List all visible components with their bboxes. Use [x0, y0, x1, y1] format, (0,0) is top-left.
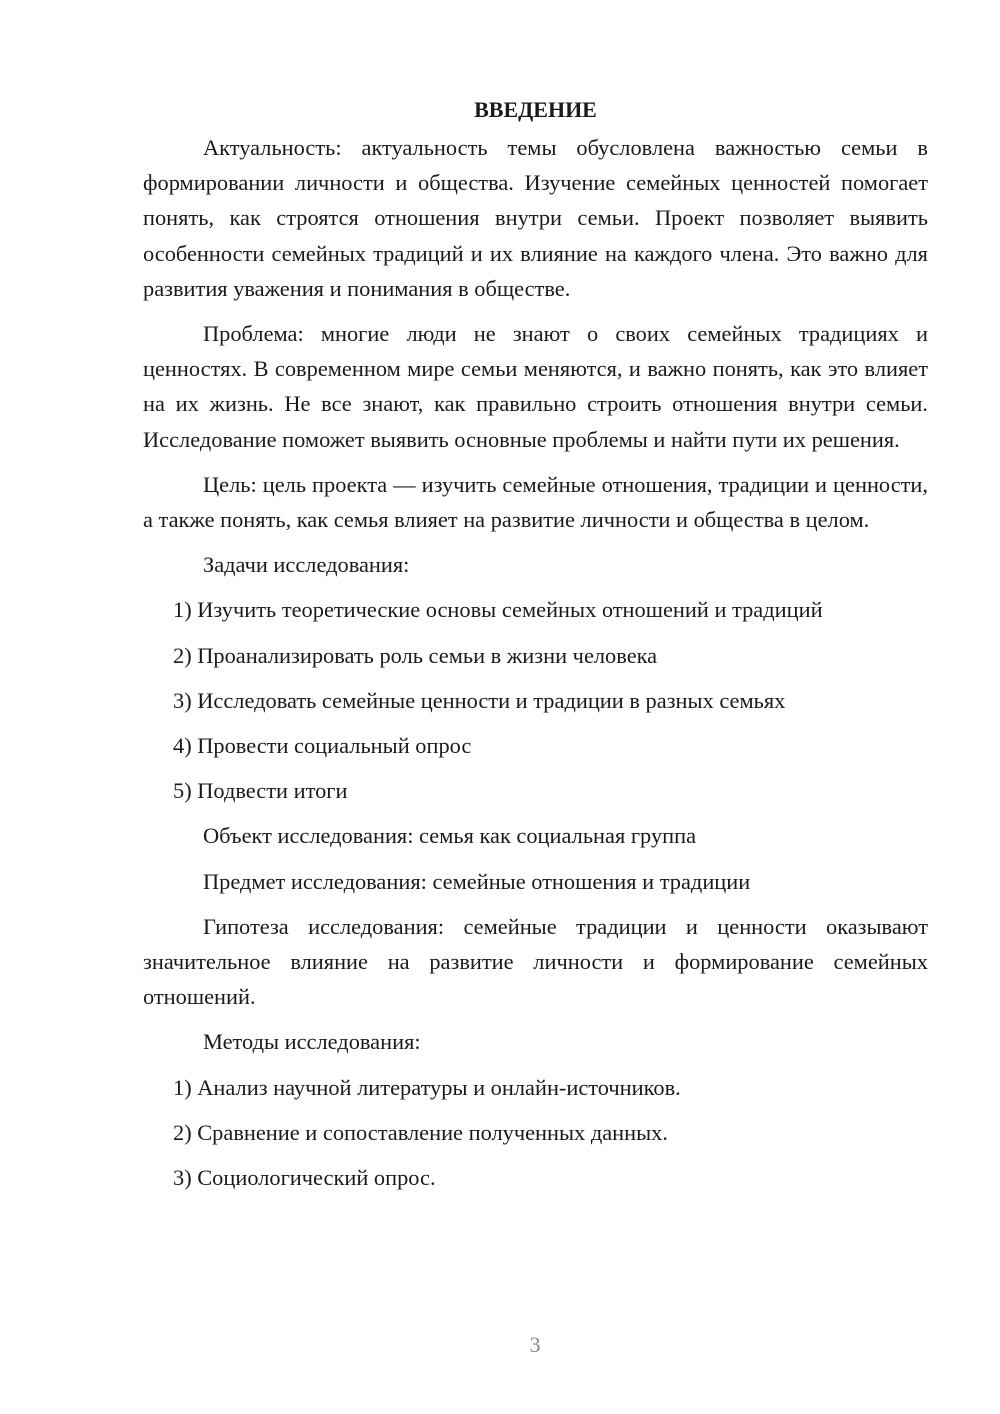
document-page [143, 92, 928, 1205]
method-item: 2) Сравнение и сопоставление полученных данных. [173, 1119, 668, 1145]
goal-paragraph: Цель: цель проекта — изучить семейные отношения, традиции и ценности, а также понять, как семья влияет на развитие личности и общества в целом. [143, 471, 928, 533]
methods-heading: Методы исследования: [203, 1029, 421, 1055]
task-item: 4) Провести социальный опрос [173, 733, 472, 759]
methods-list [143, 1070, 928, 1196]
research-subject: Предмет исследования: семейные отношения и традиции [203, 868, 751, 894]
relevance-paragraph: Актуальность: актуальность темы обусловлена важностью семьи в формировании личности и общества. Изучение семейных ценностей помогает понять, как строятся отношения внутри семьи. Проект позволяет выявить особенности семейных традиций и их влияние на каждого члена. Это важно для развития уважения и понимания в обществе. [143, 135, 928, 301]
problem-paragraph: Проблема: многие люди не знают о своих семейных традициях и ценностях. В современном мире семьи меняются, и важно понять, как это влияет на их жизнь. Не все знают, как правильно строить отношения внутри семьи. Исследование поможет выявить основные проблемы и найти пути их решения. [143, 321, 928, 452]
task-item: 2) Проанализировать роль семьи в жизни человека [173, 642, 658, 668]
document-title: ВВЕДЕНИЕ [474, 97, 597, 122]
method-item: 3) Социологический опрос. [173, 1165, 436, 1191]
task-item: 5) Подвести итоги [173, 778, 348, 804]
task-item: 3) Исследовать семейные ценности и традиции в разных семьях [173, 687, 786, 713]
task-item: 1) Изучить теоретические основы семейных отношений и традиций [173, 597, 823, 623]
hypothesis-paragraph: Гипотеза исследования: семейные традиции и ценности оказывают значительное влияние на развитие личности и формирование семейных отношений. [143, 913, 928, 1010]
method-item: 1) Анализ научной литературы и онлайн-источников. [173, 1074, 681, 1100]
tasks-list [143, 592, 928, 808]
research-object: Объект исследования: семья как социальная группа [203, 823, 697, 849]
tasks-heading: Задачи исследования: [203, 552, 410, 578]
page-number: 3 [529, 1332, 541, 1357]
